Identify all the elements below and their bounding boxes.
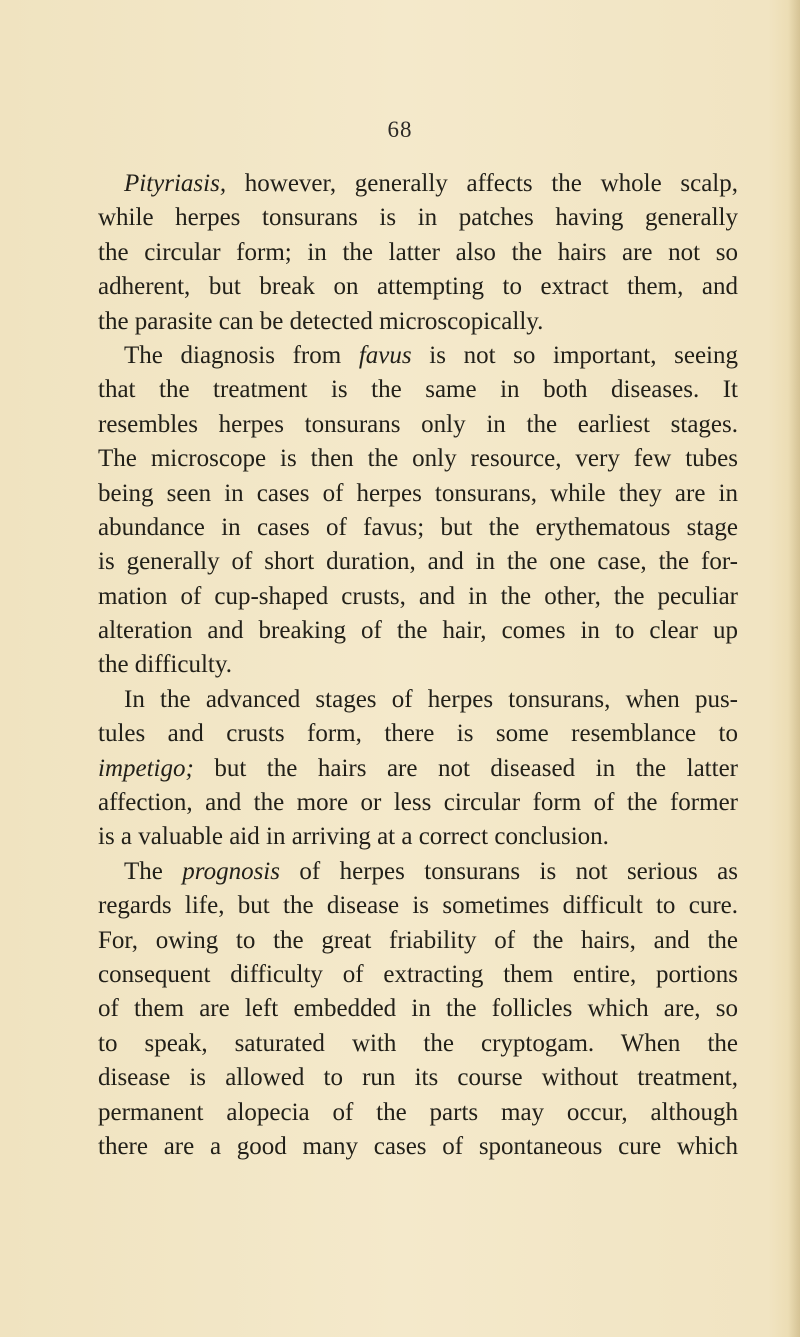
text-line	[98, 305, 738, 339]
text-line	[98, 1027, 738, 1061]
text-line	[98, 1061, 738, 1095]
text-line	[98, 236, 738, 270]
italic-term: impetigo;	[98, 754, 194, 782]
text-line	[98, 992, 738, 1026]
text-run: of herpes tonsurans is not serious as	[280, 857, 738, 885]
text-line	[98, 580, 738, 614]
text-line	[98, 1096, 738, 1130]
text-run: tules and crusts form, there is some resemblance to	[98, 720, 738, 748]
text-line	[98, 270, 738, 304]
text-run: In the advanced stages of herpes tonsurans, when pus-	[124, 685, 738, 713]
text-line	[98, 958, 738, 992]
text-run: The	[124, 857, 183, 885]
text-line	[98, 820, 738, 854]
text-run: that the treatment is the same in both diseases. It	[98, 376, 738, 404]
text-run: regards life, but the disease is sometimes difficult to cure.	[98, 892, 738, 920]
text-run: alteration and breaking of the hair, comes in to clear up	[98, 617, 738, 645]
text-run: being seen in cases of herpes tonsurans, while they are in	[98, 479, 738, 507]
text-line	[98, 855, 738, 889]
italic-term: Pityriasis,	[124, 170, 227, 197]
text-line	[98, 924, 738, 958]
text-line	[98, 201, 738, 235]
text-run: while herpes tonsurans is in patches having generally	[98, 204, 738, 232]
text-run: mation of cup-shaped crusts, and in the other, the peculiar	[98, 582, 738, 610]
text-line	[98, 614, 738, 648]
text-line	[98, 545, 738, 579]
text-line	[98, 477, 738, 511]
text-line	[98, 786, 738, 820]
text-line	[98, 408, 738, 442]
text-run: is a valuable aid in arriving at a correct conclusion.	[98, 823, 609, 851]
text-run: consequent difficulty of extracting them entire, portions	[98, 960, 738, 988]
text-run: is generally of short duration, and in the one case, the for-	[98, 548, 738, 576]
text-run: of them are left embedded in the follicles which are, so	[98, 995, 738, 1023]
text-line	[98, 167, 738, 201]
body-text	[98, 167, 738, 1164]
text-run: there are a good many cases of spontaneous cure which	[98, 1132, 738, 1160]
text-line	[98, 339, 738, 373]
text-line	[98, 648, 738, 682]
text-run: permanent alopecia of the parts may occur, although	[98, 1098, 738, 1126]
page-edge-shadow	[788, 0, 800, 1337]
text-run: but the hairs are not diseased in the latter	[193, 754, 738, 782]
italic-term: favus	[358, 341, 412, 369]
text-line	[98, 442, 738, 476]
text-line	[98, 683, 738, 717]
text-line	[98, 1130, 738, 1164]
text-run: For, owing to the great friability of the hairs, and the	[98, 926, 738, 954]
text-run: is not so important, seeing	[411, 341, 738, 369]
text-run: the circular form; in the latter also the hairs are not so	[98, 238, 738, 266]
text-run: abundance in cases of favus; but the erythematous stage	[98, 513, 738, 541]
text-run: The microscope is then the only resource, very few tubes	[98, 445, 738, 473]
text-run: adherent, but break on attempting to extract them, and	[98, 273, 738, 301]
page-number: 68	[387, 117, 413, 142]
text-run: to speak, saturated with the cryptogam. When the	[98, 1029, 738, 1057]
text-run: affection, and the more or less circular form of the former	[98, 789, 738, 817]
text-run: disease is allowed to run its course without treatment,	[98, 1064, 738, 1092]
text-run: the difficulty.	[98, 651, 232, 679]
text-line	[98, 752, 738, 786]
text-line	[98, 511, 738, 545]
text-run: The diagnosis from	[124, 341, 359, 369]
text-run: the parasite can be detected microscopically.	[98, 307, 544, 335]
text-line	[98, 889, 738, 923]
italic-term: prognosis	[182, 857, 280, 885]
text-run: however, generally affects the whole scalp,	[226, 170, 738, 197]
text-run: resembles herpes tonsurans only in the earliest stages.	[98, 410, 738, 438]
text-line	[98, 373, 738, 407]
text-line	[98, 717, 738, 751]
